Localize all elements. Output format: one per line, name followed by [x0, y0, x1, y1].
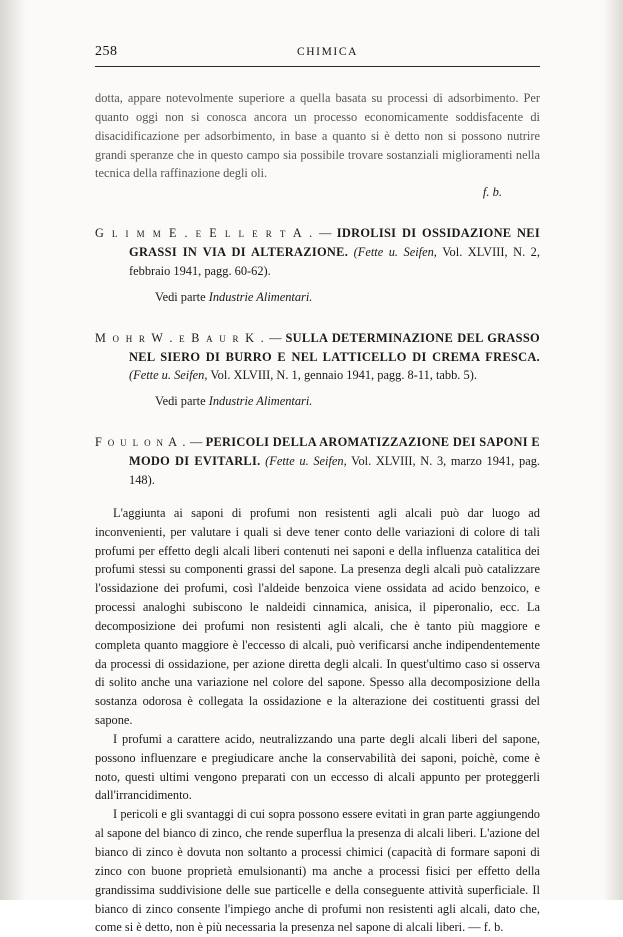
entry-heading	[95, 329, 540, 386]
entry-source-italic: (Fette u. Seifen,	[129, 368, 208, 383]
entry-author: M o h r W . e B a u r K .	[95, 330, 266, 345]
page-folio: 258	[95, 44, 118, 59]
entry-source-rest: Vol. XLVIII, N. 3, marzo 1941, pag. 148).	[129, 454, 540, 487]
entry-title: IDROLISI DI OSSIDAZIONE NEI GRASSI IN VIA DI ALTERAZIONE.	[129, 226, 540, 260]
see-also-prefix: Vedi parte	[155, 289, 206, 304]
running-head-title: CHIMICA	[296, 46, 359, 58]
entry-dash: —	[269, 330, 282, 345]
header-rule	[95, 66, 540, 67]
abstract-body	[95, 504, 540, 937]
body-paragraph: I pericoli e gli svantaggi di cui sopra possono essere evitati in gran parte aggiungendo al sapone del bianco di zinco, che rende superflua la presenza di alcali liberi. L'azione del bianco di zinco è dovuta non soltanto a processi chimici (capacità di formare saponi di zinco con buone proprietà emulsionanti) ma anche a processi fisici per effetto della grandissima suddivisione delle sue particelle e della conseguente attività superficiale. Il bianco di zinco consente l'impiego anche di profumi non resistenti agli alcali, dato che, come si è detto, non è più necessaria la presenza nel sapone di alcali liberi. — f. b.	[95, 807, 540, 935]
running-head	[95, 44, 540, 60]
entry-source-rest: Vol. XLVIII, N. 2, febbraio 1941, pagg. 60-62).	[129, 245, 540, 278]
entry-see-also	[95, 290, 540, 305]
abstract-entry	[95, 224, 540, 305]
abstract-entry	[95, 433, 540, 490]
see-also-target: Industrie Alimentari.	[208, 289, 313, 304]
body-paragraph: L'aggiunta ai saponi di profumi non resistenti agli alcali può dar luogo ad inconvenienti, per valutare i quali si deve tener conto delle variazioni di colore di tali profumi per effetto degli alcali liberi contenuti nei saponi e della influenza catalitica dei profumi stessi su componenti grassi del sapone. La presenza degli alcali può catalizzare l'ossidazione dei profumi, così l'aldeide benzoica viene ossidata ad acido benzoico, e processi analoghi subiscono le naldeidi cinnamica, anisica, il piperonalio, ecc. La decomposizione dei profumi non resistenti agli alcali, che è tanto più maggiore e completa quanto maggiore è l'eccesso di alcali, può verificarsi anche indipendentemente da processi di ossidazione, per azione diretta degli alcali. In quest'ultimo caso si osserva di solito anche una variazione nel colore del sapone. Spesso alla decomposizione della sostanza odorosa è collegata la ossidazione e la alterazione dei costituenti grassi del sapone.	[95, 505, 540, 728]
entry-heading	[95, 433, 540, 490]
abstract-entry	[95, 329, 540, 410]
body-paragraph: I profumi a carattere acido, neutralizzando una parte degli alcali liberi del sapone, possono influenzare e pregiudicare anche la conservabilità dei saponi, poichè, come è noto, questi ultimi vengono preparati con un eccesso di alcali appunto per proteggerli dall'irrancidimento.	[95, 731, 540, 803]
entry-see-also	[95, 394, 540, 409]
entry-dash: —	[190, 435, 203, 450]
top-paragraph-signature: f. b.	[482, 185, 502, 200]
see-also-target: Industrie Alimentari.	[208, 394, 313, 409]
entry-source-rest: Vol. XLVIII, N. 1, gennaio 1941, pagg. 8-11, tabb. 5).	[210, 368, 477, 383]
entry-author: F o u l o n A .	[95, 435, 187, 450]
entry-title: PERICOLI DELLA AROMATIZZAZIONE DEI SAPONI E MODO DI EVITARLI.	[129, 435, 540, 469]
entry-source-italic: (Fette u. Seifen,	[353, 245, 437, 260]
entry-dash: —	[318, 226, 332, 241]
top-paragraph: dotta, appare notevolmente superiore a quella basata su processi di adsorbimento. Per quanto oggi non si conosca ancora un processo economicamente soddisfacente di disacidificazione per adsorbimento, in base a quanto si è detto non si possono nutrire grandi speranze che in questo campo sia possibile trovare sostanziali miglioramenti nella tecnica della raffinazione degli oli.	[95, 91, 540, 181]
entry-source-italic: (Fette u. Seifen,	[265, 454, 347, 469]
entry-author: G l i m m E . e E l l e r t A .	[95, 226, 314, 241]
see-also-prefix: Vedi parte	[155, 394, 206, 409]
page-content	[95, 44, 540, 937]
entry-title: SULLA DETERMINAZIONE DEL GRASSO NEL SIERO DI BURRO E NEL LATTICELLO DI CREMA FRESCA.	[129, 330, 540, 364]
entry-heading	[95, 224, 540, 281]
